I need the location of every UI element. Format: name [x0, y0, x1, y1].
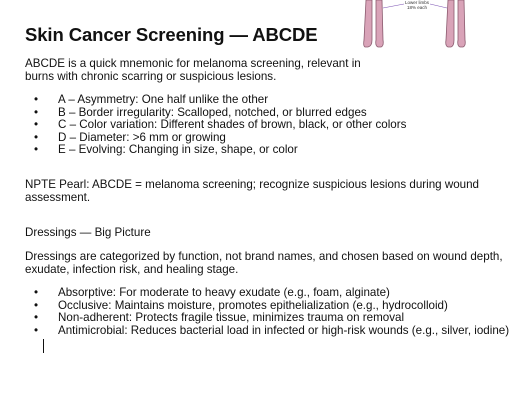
list-item-text: A – Asymmetry: One half unlike the other: [58, 93, 269, 106]
list-item: [25, 325, 509, 338]
list-item-text: B – Border irregularity: Scalloped, notched, or blurred edges: [58, 105, 367, 119]
list-item-text: Non-adherent: Protects fragile tissue, minimizes trauma on removal: [58, 311, 405, 324]
abcde-list: [25, 94, 406, 157]
bullet-icon: •: [34, 311, 39, 324]
bullet-icon: •: [34, 298, 39, 312]
text-cursor[interactable]: [43, 339, 44, 353]
figure-label-region: Lower limbs: [404, 0, 429, 5]
page-title: Skin Cancer Screening — ABCDE: [25, 24, 318, 45]
bullet-icon: •: [34, 118, 39, 131]
list-item-text: Absorptive: For moderate to heavy exudate (e.g., foam, alginate): [58, 286, 390, 299]
list-item-text: C – Color variation: Different shades of brown, black, or other colors: [58, 118, 407, 131]
list-item-text: D – Diameter: >6 mm or growing: [58, 130, 226, 144]
list-item: [25, 144, 406, 157]
bullet-icon: •: [34, 130, 39, 144]
bullet-icon: •: [34, 323, 39, 337]
bullet-icon: •: [34, 143, 39, 156]
body-diagram-figure: [352, 0, 482, 52]
figure-label-percent: 18% each: [406, 5, 427, 10]
dressings-heading: Dressings — Big Picture: [25, 226, 151, 239]
list-item-text: Antimicrobial: Reduces bacterial load in infected or high-risk wounds (e.g., silver, iodine): [58, 323, 510, 337]
dressings-list: [25, 287, 509, 337]
intro-paragraph: ABCDE is a quick mnemonic for melanoma screening, relevant in burns with chronic scarring or suspicious lesions.: [25, 57, 361, 83]
list-item-text: Occlusive: Maintains moisture, promotes epithelialization (e.g., hydrocolloid): [58, 298, 448, 312]
bullet-icon: •: [34, 286, 39, 299]
bullet-icon: •: [34, 105, 39, 119]
npte-pearl-paragraph: NPTE Pearl: ABCDE = melanoma screening; recognize suspicious lesions during wound assessment.: [25, 178, 479, 204]
bullet-icon: •: [34, 93, 39, 106]
list-item-text: E – Evolving: Changing in size, shape, or color: [58, 143, 298, 156]
dressings-intro-paragraph: Dressings are categorized by function, not brand names, and chosen based on wound depth, exudate, infection risk, and healing stage.: [25, 250, 503, 276]
